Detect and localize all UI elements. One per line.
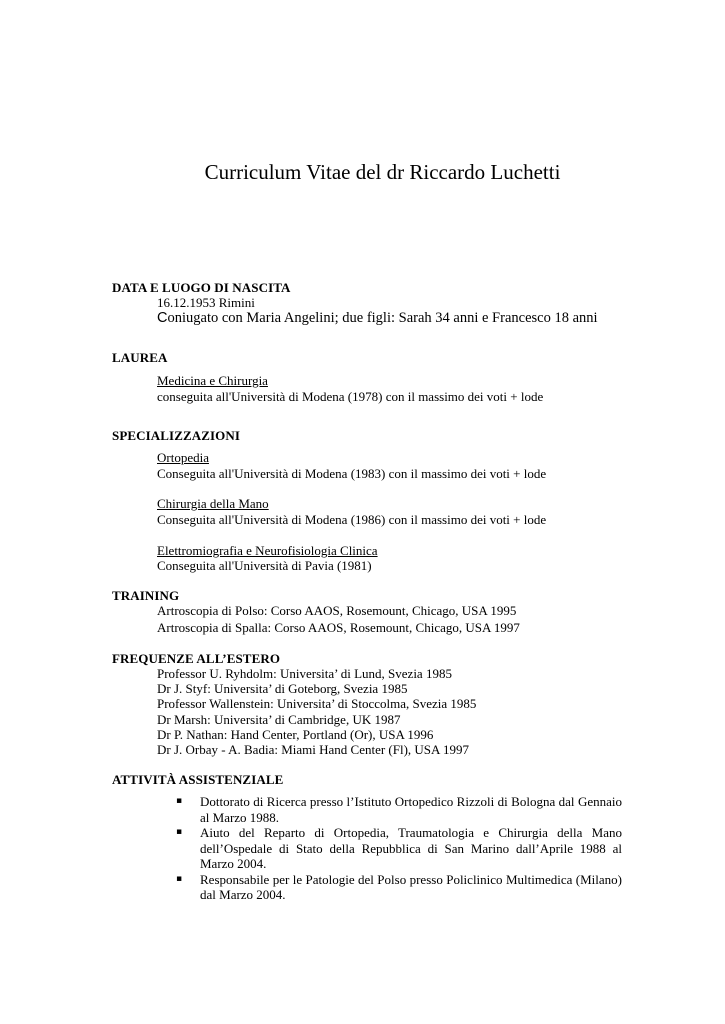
spec-detail-chirurgia-mano: Conseguita all'Università di Modena (1986) con il massimo dei voti + lode: [157, 512, 547, 527]
family-info: [157, 310, 598, 327]
frequenza-item: Dr J. Orbay - A. Badia: Miami Hand Center (Fl), USA 1997: [157, 742, 469, 757]
family-info-text: oniugato con Maria Angelini; due figli: Sarah 34 anni e Francesco 18 anni: [167, 310, 598, 326]
spec-detail-ortopedia: Conseguita all'Università di Modena (1983) con il massimo dei voti + lode: [157, 466, 547, 481]
frequenza-item: Dr P. Nathan: Hand Center, Portland (Or), USA 1996: [157, 727, 434, 742]
heading-nascita: DATA E LUOGO DI NASCITA: [112, 280, 291, 295]
page-title: Curriculum Vitae del dr Riccardo Luchetti: [204, 160, 561, 184]
training-item: Artroscopia di Polso: Corso AAOS, Rosemount, Chicago, USA 1995: [157, 603, 517, 618]
list-item: [176, 794, 622, 825]
bullet-icon: ▪: [176, 827, 183, 837]
birth-date-place: 16.12.1953 Rimini: [157, 295, 255, 310]
bullet-icon: ▪: [176, 796, 183, 806]
attivita-text: Aiuto del Reparto di Ortopedia, Traumatologia e Chirurgia della Mano dell’Ospedale di Stato della Repubblica di San Marino dall’Aprile 1988 al Marzo 2004.: [200, 825, 622, 871]
spec-name-chirurgia-mano: Chirurgia della Mano: [157, 496, 269, 511]
list-item: [176, 872, 622, 903]
attivita-list: [176, 794, 622, 903]
spec-name-elettromiografia: Elettromiografia e Neurofisiologia Clinica: [157, 543, 378, 558]
heading-frequenze: FREQUENZE ALL’ESTERO: [112, 651, 281, 666]
laurea-name: Medicina e Chirurgia: [157, 373, 268, 388]
laurea-detail: conseguita all'Università di Modena (1978) con il massimo dei voti + lode: [157, 389, 544, 404]
bullet-icon: ▪: [176, 873, 183, 884]
heading-training: TRAINING: [112, 588, 180, 603]
frequenza-item: Dr Marsh: Universita’ di Cambridge, UK 1987: [157, 712, 401, 727]
list-item: [176, 825, 622, 872]
heading-laurea: LAUREA: [112, 350, 168, 365]
heading-specializzazioni: SPECIALIZZAZIONI: [112, 428, 241, 443]
family-info-cap: C: [157, 310, 168, 326]
frequenza-item: Professor Wallenstein: Universita’ di Stoccolma, Svezia 1985: [157, 696, 477, 711]
frequenza-item: Professor U. Ryhdolm: Universita’ di Lund, Svezia 1985: [157, 666, 452, 681]
training-item: Artroscopia di Spalla: Corso AAOS, Rosemount, Chicago, USA 1997: [157, 620, 520, 635]
attivita-text: Responsabile per le Patologie del Polso presso Policlinico Multimedica (Milano) dal Marzo 2004.: [200, 871, 622, 902]
spec-name-ortopedia: Ortopedia: [157, 450, 209, 465]
attivita-text: Dottorato di Ricerca presso l’Istituto Ortopedico Rizzoli di Bologna dal Gennaio al Marzo 1988.: [200, 794, 622, 825]
spec-detail-elettromiografia: Conseguita all'Università di Pavia (1981): [157, 558, 372, 573]
frequenza-item: Dr J. Styf: Universita’ di Goteborg, Svezia 1985: [157, 681, 408, 696]
heading-attivita: ATTIVITÀ ASSISTENZIALE: [112, 772, 284, 787]
